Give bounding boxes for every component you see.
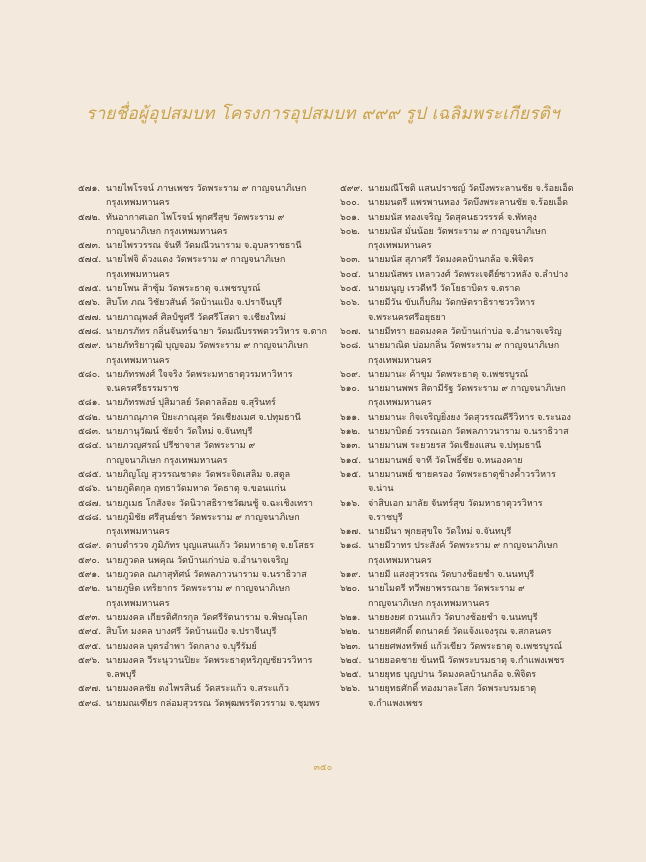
entry-line: นายมงคล เกียรติศักรกุล วัดศรีรัตนาราม จ.พิษณุโลก	[106, 612, 308, 623]
entry-line: นายมีทรา ยอดมงคล วัดบ้านเก่าบ่อ จ.อำนาจเจริญ	[368, 326, 562, 337]
list-item	[78, 497, 343, 511]
entry-number: ๖๒๖.	[340, 684, 361, 695]
entry-line: กรุงเทพมหานคร	[368, 355, 432, 366]
right-column-list	[340, 182, 605, 711]
entry-line: นายภูวดล ณภาสุทัศน์ วัดพลภาวนาราม จ.นราธิวาส	[106, 570, 307, 581]
entry-text	[106, 554, 343, 568]
entry-line: นายมีวัน ขับเก็บกิม วัดกษัตราธิราชวรวิหาร	[368, 298, 536, 309]
entry-number: ๕๙๘.	[78, 698, 102, 709]
entry-number: ๕๙๖.	[78, 655, 100, 666]
entry-number: ๖๐๐.	[340, 198, 360, 209]
entry-number: ๖๐๗.	[340, 326, 361, 337]
entry-line: นายยุทธศักดิ์ ทองมาละโสก วัดพระบรมธาตุ	[368, 684, 537, 695]
entry-line: สิบโท ภณ วิชัยวสันต์ วัดบ้านแป้ง จ.ปราจีนบุรี	[106, 298, 283, 309]
entry-text	[106, 697, 343, 711]
entry-text	[368, 682, 605, 711]
entry-number: ๖๑๔.	[340, 455, 362, 466]
entry-number: ๕๗๔.	[78, 255, 102, 266]
list-item	[78, 425, 343, 439]
list-item	[78, 625, 343, 639]
entry-text	[106, 239, 343, 253]
entry-number: ๕๙๒.	[78, 584, 101, 595]
entry-text	[106, 439, 343, 468]
entry-text	[368, 640, 605, 654]
entry-line: สิบโท มงคล บางศรี วัดบ้านแป้ง จ.ปราจีนบุรี	[106, 627, 277, 638]
entry-number: ๖๑๑.	[340, 412, 360, 423]
entry-text	[106, 625, 343, 639]
entry-number: ๕๘๔.	[78, 441, 102, 452]
entry-text	[368, 439, 605, 453]
list-item	[78, 611, 343, 625]
entry-number: ๕๙๗.	[78, 684, 102, 695]
list-item	[340, 468, 605, 497]
entry-number: ๕๗๙.	[78, 341, 102, 352]
entry-text	[106, 296, 343, 310]
entry-line: กรุงเทพมหานคร	[106, 355, 170, 366]
entry-number: ๕๘๑.	[78, 398, 101, 409]
entry-text	[368, 211, 605, 225]
list-item	[340, 253, 605, 267]
list-item	[340, 268, 605, 282]
entry-number: ๕๙๙.	[340, 184, 363, 194]
list-item	[78, 368, 343, 397]
entry-number: ๖๒๒.	[340, 627, 361, 638]
entry-number: ๖๐๔.	[340, 269, 361, 280]
page-title: รายชื่อผู้อุปสมบท โครงการอุปสมบท ๙๙๙ รูป เฉลิมพระเกียรติฯ	[86, 104, 560, 124]
entry-line: จ.ลพบุรี	[106, 670, 137, 681]
entry-number: ๖๑๕.	[340, 469, 362, 480]
entry-number: ๕๗๕.	[78, 284, 102, 295]
entry-line: นายมานะ ค้าขุม วัดพระธาตุ จ.เพชรบูรณ์	[368, 369, 529, 380]
entry-text	[106, 582, 343, 611]
list-item	[340, 439, 605, 453]
list-item	[340, 425, 605, 439]
entry-number: ๖๑๗.	[340, 527, 362, 538]
entry-line: ดาบตำรวจ ภูมิภัทร บุญแสนแก้ว วัดมหาธาตุ จ.ยโสธร	[106, 541, 315, 552]
entry-text	[368, 425, 605, 439]
entry-line: นายไมตรี ทวีพยาพรรณาย วัดพระราม ๙	[368, 584, 525, 595]
list-item	[78, 182, 343, 211]
entry-line: นายมานพย์ จาที วัดโพธิ์ชัย จ.หนองคาย	[368, 455, 523, 466]
list-item	[340, 668, 605, 682]
list-item	[78, 582, 343, 611]
entry-line: นายภูเมธ โกสังจะ วัดนิวาสธิราชวัฒนชู้ จ.ฉะเชิงเทรา	[106, 498, 313, 509]
list-item	[78, 568, 343, 582]
entry-text	[368, 454, 605, 468]
list-item	[78, 439, 343, 468]
entry-line: นายมาณิต บ่อมกลิ่น วัดพระราม ๙ กาญจนาภิเษก	[368, 341, 560, 352]
entry-number: ๕๗๑.	[78, 184, 101, 194]
entry-text	[368, 282, 605, 296]
entry-text	[106, 182, 343, 211]
entry-number: ๕๙๐.	[78, 555, 100, 566]
entry-text	[106, 611, 343, 625]
entry-line: นายภาณุภาค ปิยะภาณุสุด วัดเชียงเมศ จ.ปทุมธานี	[106, 412, 301, 423]
list-item	[340, 296, 605, 325]
left-column-list	[78, 182, 343, 711]
entry-text	[368, 296, 605, 325]
entry-line: จ่าสิบเอก มาลัย จันทร์สุข วัดมหาธาตุวรวิหาร	[368, 498, 543, 509]
list-item	[78, 482, 343, 496]
entry-line: นายมนัสพร เหลาวงศ์ วัดพระเจดีย์ซาวหลัง จ.ลำปาง	[368, 269, 569, 280]
entry-line: นายภัทรพงษ์ ปุสิมาลย์ วัดตาลล้อย จ.สุรินทร์	[106, 398, 276, 409]
entry-line: กาญจนาภิเษก กรุงเทพมหานคร	[368, 598, 490, 609]
entry-line: ทันอากาศเอก ไพโรจน์ พุกศรีสุข วัดพระราม ๙	[106, 212, 285, 223]
entry-line: กรุงเทพมหานคร	[368, 398, 432, 409]
entry-number: ๕๙๔.	[78, 627, 102, 638]
entry-text	[368, 497, 605, 526]
entry-text	[368, 382, 605, 411]
list-item	[340, 654, 605, 668]
entry-line: นายมงคล บุตรอำพา วัดกลาง จ.บุรีรัมย์	[106, 641, 257, 652]
entry-number: ๖๒๑.	[340, 612, 361, 623]
entry-text	[368, 339, 605, 368]
entry-line: กรุงเทพมหานคร	[106, 198, 170, 209]
entry-number: ๕๘๕.	[78, 469, 102, 480]
list-item	[78, 411, 343, 425]
list-item	[78, 253, 343, 282]
entry-text	[368, 411, 605, 425]
list-item	[78, 239, 343, 253]
entry-line: กาญจนาภิเษก กรุงเทพมหานคร	[106, 455, 228, 466]
entry-text	[106, 682, 343, 696]
list-item	[78, 211, 343, 240]
entry-number: ๖๐๒.	[340, 226, 360, 237]
entry-line: กรุงเทพมหานคร	[106, 598, 170, 609]
entry-number: ๖๐๖.	[340, 298, 360, 309]
entry-line: นายมนัส สุภาศรี วัดมงคลบ้านกล้อ จ.พิจิตร	[368, 255, 534, 266]
entry-text	[368, 611, 605, 625]
entry-line: นายภูวดล นพคุณ วัดบ้านเก่าบ่อ จ.อำนาจเจริญ	[106, 555, 289, 566]
entry-text	[368, 468, 605, 497]
list-item	[78, 282, 343, 296]
entry-line: นายมนัส มั่นน้อย วัดพระราม ๙ กาญจนาภิเษก	[368, 226, 547, 237]
list-item	[78, 654, 343, 683]
list-item	[340, 211, 605, 225]
entry-line: นายภูษิต เทริยากร วัดพระราม ๙ กาญจนาภิเษก	[106, 584, 291, 595]
entry-number: ๖๐๕.	[340, 284, 361, 295]
entry-text	[368, 325, 605, 339]
entry-text	[368, 525, 605, 539]
entry-text	[368, 654, 605, 668]
entry-number: ๖๑๖.	[340, 498, 360, 509]
entry-number: ๕๘๐.	[78, 369, 101, 380]
entry-line: จ.กำแพงเพชร	[368, 698, 423, 709]
entry-line: นายมีวาทร ประสังค์ วัดพระราม ๙ กาญจนาภิเษก	[368, 541, 558, 552]
page-number: ๓๕๐	[313, 763, 333, 773]
list-item	[340, 325, 605, 339]
list-item	[340, 454, 605, 468]
entry-number: ๖๒๐.	[340, 584, 360, 595]
entry-text	[106, 282, 343, 296]
list-item	[340, 611, 605, 625]
entry-line: นายมณีโชติ แสนปราชญ์ วัดบึงพระลานชัย จ.ร้อยเอ็ด	[368, 184, 574, 194]
entry-text	[106, 654, 343, 683]
entry-line: จ.ราชบุรี	[368, 512, 403, 523]
list-item	[340, 368, 605, 382]
entry-line: นายมี แสงสุวรรณ วัดบางช้อยชำ จ.นนทบุรี	[368, 570, 535, 581]
entry-line: นายมงคลชัย ตงไพรสินธ์ วัดสระแก้ว จ.สระแก้ว	[106, 684, 289, 695]
entry-text	[106, 396, 343, 410]
entry-text	[368, 196, 605, 210]
entry-text	[368, 668, 605, 682]
list-item	[340, 339, 605, 368]
entry-line: กรุงเทพมหานคร	[106, 269, 170, 280]
entry-number: ๖๑๐.	[340, 384, 360, 395]
list-item	[340, 196, 605, 210]
list-item	[340, 568, 605, 582]
entry-line: กรุงเทพมหานคร	[106, 527, 170, 538]
entry-line: กาญจนาภิเษก กรุงเทพมหานคร	[106, 226, 228, 237]
entry-text	[106, 339, 343, 368]
entry-text	[106, 253, 343, 282]
entry-line: จ.นครศรีธรรมราช	[106, 384, 179, 395]
entry-text	[106, 311, 343, 325]
entry-text	[368, 268, 605, 282]
list-item	[78, 339, 343, 368]
list-item	[78, 311, 343, 325]
list-item	[340, 182, 605, 196]
entry-text	[106, 511, 343, 540]
entry-line: นายภวญศรณ์ ปรีชาจาส วัดพระราม ๙	[106, 441, 256, 452]
list-item	[340, 525, 605, 539]
entry-line: นายภูดิตกุล ฤทธาวัดมหาด วัดธาตุ จ.ขอนแก่น	[106, 484, 286, 495]
entry-number: ๖๒๕.	[340, 670, 362, 681]
entry-number: ๖๒๓.	[340, 641, 361, 652]
entry-number: ๕๙๑.	[78, 570, 100, 581]
entry-number: ๕๘๘.	[78, 512, 102, 523]
entry-number: ๖๑๘.	[340, 541, 362, 552]
entry-line: นายมีนา พุกยสุขใจ วัดใหม่ จ.จันทบุรี	[368, 527, 512, 538]
list-item	[340, 225, 605, 254]
entry-text	[368, 182, 605, 196]
entry-number: ๕๘๖.	[78, 484, 101, 495]
entry-number: ๖๑๙.	[340, 570, 361, 581]
entry-line: นายภูมิชัย ศรีสุนย์ชา วัดพระราม ๙ กาญจนาภิเษก	[106, 512, 300, 523]
entry-number: ๕๗๒.	[78, 212, 101, 223]
entry-line: นายมนูญ เรวดีทวี วัดโยธาบิดร จ.ตราด	[368, 284, 521, 295]
entry-text	[368, 539, 605, 568]
entry-number: ๕๘๓.	[78, 427, 101, 438]
list-item	[340, 582, 605, 611]
entry-line: นายยงยศ ถวนแก้ว วัดบางช้อยชำ จ.นนทบุรี	[368, 612, 538, 623]
entry-text	[368, 582, 605, 611]
entry-number: ๕๙๓.	[78, 612, 101, 623]
entry-number: ๖๐๑.	[340, 212, 360, 223]
entry-line: นายมานพพร สิดามีรัฐ วัดพระราม ๙ กาญจนาภิเษก	[368, 384, 566, 395]
list-item	[78, 539, 343, 553]
entry-text	[106, 539, 343, 553]
list-item	[78, 296, 343, 310]
entry-line: กรุงเทพมหานคร	[368, 555, 432, 566]
list-item	[340, 682, 605, 711]
entry-line: นายภัทรพงศ์ ใจจริง วัดพระมหาธาตุวรมหาวิหาร	[106, 369, 293, 380]
entry-line: นายมานพย์ ชายครอง วัดพระธาตุช้างค้ำวรวิหาร	[368, 469, 556, 480]
entry-text	[368, 253, 605, 267]
entry-line: นายมนตรี แพรพานทอง วัดบึงพระลานชัย จ.ร้อยเอ็ด	[368, 198, 568, 209]
entry-text	[106, 325, 343, 339]
entry-text	[106, 640, 343, 654]
entry-line: นายไพโรจน์ ภาษเพชร วัดพระราม ๙ กาญจนาภิเษก	[106, 184, 307, 194]
entry-text	[106, 468, 343, 482]
entry-line: จ.น่าน	[368, 484, 394, 495]
list-item	[340, 411, 605, 425]
entry-text	[368, 568, 605, 582]
entry-line: นายภรภัทร กลิ่นจันทร์ฉายา วัดมณีบรรพตวรวิหาร จ.ตาก	[106, 326, 327, 337]
list-item	[340, 282, 605, 296]
entry-line: นายมานะ กิจเจริญยิ่งยง วัดสุวรรณคีรีวิหาร จ.ระนอง	[368, 412, 571, 423]
entry-line: นายยอดชาย ข้นทนี วัดพระบรมธาตุ จ.กำแพงเพชร	[368, 655, 565, 666]
entry-line: นายไพรวรรณ จันที วัดมณีวนาราม จ.อุบลราชธานี	[106, 241, 302, 252]
entry-line: นายไฟจิ ด้วงแดง วัดพระราม ๙ กาญจนาภิเษก	[106, 255, 286, 266]
list-item	[78, 468, 343, 482]
entry-number: ๕๙๕.	[78, 641, 102, 652]
entry-line: นายภัทริยาวุฒิ บุญจอม วัดพระราม ๙ กาญจนาภิเษก	[106, 341, 309, 352]
entry-line: นายภาณุพงศ์ ศิลป์ชูศรี วัดศรีโสดา จ.เชียงใหม่	[106, 312, 286, 323]
list-item	[78, 554, 343, 568]
entry-number: ๕๗๘.	[78, 326, 102, 337]
list-item	[78, 682, 343, 696]
entry-text	[106, 411, 343, 425]
list-item	[340, 382, 605, 411]
entry-line: นายภิญโญ สุวรรณชาตะ วัดพระจิตเสลิม จ.สตูล	[106, 469, 291, 480]
list-item	[340, 497, 605, 526]
entry-line: กรุงเทพมหานคร	[368, 241, 432, 252]
entry-text	[106, 368, 343, 397]
entry-number: ๖๒๔.	[340, 655, 362, 666]
entry-number: ๖๐๘.	[340, 341, 362, 352]
entry-number: ๖๑๒.	[340, 427, 361, 438]
entry-line: นายยุทธ บุญปาน วัดมงคลบ้านกล้อ จ.พิจิตร	[368, 670, 537, 681]
entry-line: นายมานพ ระยวยรส วัดเชียงแสน จ.ปทุมธานี	[368, 441, 542, 452]
entry-number: ๕๗๗.	[78, 312, 102, 323]
entry-number: ๖๑๓.	[340, 441, 361, 452]
entry-line: นายมงคล วีระนุวานปิยะ วัดพระธาตุหริภุญชัยวรวิหาร	[106, 655, 313, 666]
entry-text	[106, 568, 343, 582]
entry-line: นายมณเฑียร กล่อมสุวรรณ วัดพุฒพรรัตวรราม จ.ชุมพร	[106, 698, 320, 709]
list-item	[78, 325, 343, 339]
entry-number: ๖๐๙.	[340, 369, 361, 380]
entry-number: ๕๘๒.	[78, 412, 101, 423]
entry-number: ๕๘๗.	[78, 498, 102, 509]
entry-line: นายภานุวัฒน์ ชัยจำ วัดใหม่ จ.จันทบุรี	[106, 427, 253, 438]
entry-text	[106, 497, 343, 511]
entry-number: ๕๗๓.	[78, 241, 101, 252]
entry-line: จ.พระนครศรีอยุธยา	[368, 312, 446, 323]
entry-number: ๖๐๓.	[340, 255, 361, 266]
list-item	[340, 625, 605, 639]
entry-line: นายยศพงทรัพย์ แก้วเขียว วัดพระธาตุ จ.เพชรบูรณ์	[368, 641, 563, 652]
entry-text	[106, 482, 343, 496]
entry-line: นายมนัส ทองเจริญ วัดสุคนธวรรรค์ จ.พัทลุง	[368, 212, 537, 223]
list-item	[78, 697, 343, 711]
list-item	[78, 511, 343, 540]
list-item	[340, 640, 605, 654]
list-item	[340, 539, 605, 568]
entry-text	[106, 425, 343, 439]
entry-text	[106, 211, 343, 240]
entry-text	[368, 368, 605, 382]
list-item	[78, 396, 343, 410]
entry-text	[368, 225, 605, 254]
entry-line: นายมาบิตย์ วรรณเอก วัดพลภาวนาราม จ.นราธิวาส	[368, 427, 569, 438]
entry-line: นายโพน ส้าซุ้ม วัดพระธาตุ จ.เพชรบูรณ์	[106, 284, 261, 295]
entry-line: นายยศศักดิ์ ตกนาคย์ วัดแจ้งแจงรุณ จ.สกลนคร	[368, 627, 552, 638]
list-item	[78, 640, 343, 654]
entry-number: ๕๗๖.	[78, 298, 101, 309]
entry-number: ๕๘๙.	[78, 541, 102, 552]
entry-text	[368, 625, 605, 639]
